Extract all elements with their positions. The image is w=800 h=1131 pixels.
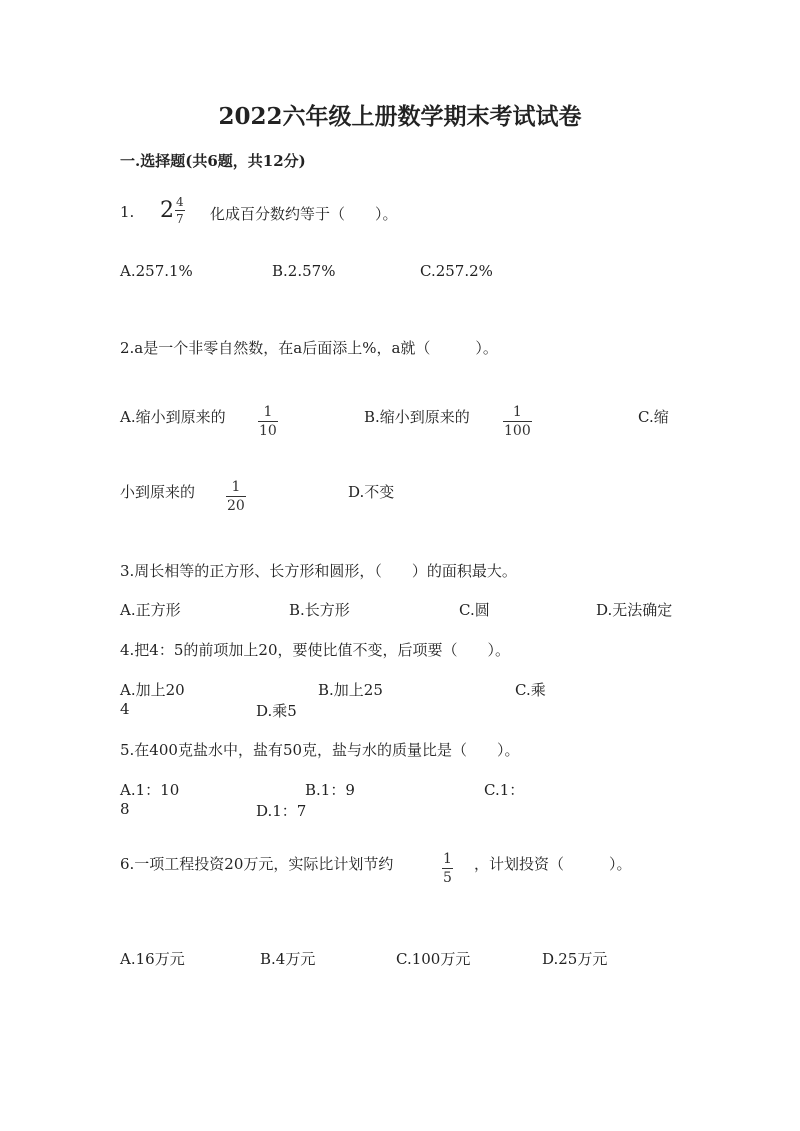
q5-option-c-end: 8: [120, 800, 130, 818]
q1-frac-num: 4: [176, 195, 184, 209]
q2-option-c-fraction: [226, 476, 246, 513]
q6-frac-den: 5: [443, 870, 452, 886]
q5-option-a: A.1：10: [120, 781, 180, 799]
q1-mixed-number: [160, 196, 185, 225]
q4-option-c-start: C.乘: [515, 681, 546, 699]
q2-b-frac-num: 1: [512, 404, 522, 420]
q3-text: 3.周长相等的正方形、长方形和圆形，（ ）的面积最大。: [120, 562, 517, 580]
q5-option-b: B.1：9: [305, 781, 355, 799]
q2-c-frac-den: 20: [227, 498, 245, 514]
q3-option-a: A.正方形: [120, 601, 181, 619]
q6-text-end: ，计划投资（ ）。: [474, 855, 632, 873]
q5-text: 5.在400克盐水中，盐有50克，盐与水的质量比是（ ）。: [120, 741, 520, 759]
q4-option-b: B.加上25: [318, 681, 383, 699]
q6-option-d: D.25万元: [542, 950, 608, 968]
q1-option-b: B.2.57%: [272, 262, 336, 280]
q4-option-c-end: 4: [120, 700, 130, 718]
q6-fraction: [442, 848, 453, 885]
q3-option-d: D.无法确定: [596, 601, 673, 619]
q2-b-frac-den: 100: [504, 423, 531, 439]
q6-frac-num: 1: [443, 851, 452, 867]
page-title: 2022六年级上册数学期末考试试卷: [218, 103, 582, 130]
q5-option-d: D.1：7: [256, 802, 307, 820]
q1-option-a: A.257.1%: [120, 262, 193, 280]
q3-option-b: B.长方形: [289, 601, 350, 619]
q2-option-a-fraction: [258, 401, 278, 438]
q4-text: 4.把4：5的前项加上20，要使比值不变，后项要（ ）。: [120, 641, 510, 659]
q2-option-c-start: C.缩: [638, 408, 669, 426]
q1-whole: 2: [160, 198, 174, 223]
q2-c-frac-num: 1: [231, 479, 241, 495]
q6-option-c: C.100万元: [396, 950, 471, 968]
q5-option-c-start: C.1：: [484, 781, 525, 799]
q6-option-b: B.4万元: [260, 950, 316, 968]
q6-text-start: 6.一项工程投资20万元，实际比计划节约: [120, 855, 394, 873]
q4-option-d: D.乘5: [256, 702, 297, 720]
q6-option-a: A.16万元: [120, 950, 185, 968]
q2-a-frac-den: 10: [259, 423, 277, 439]
q1-text: 化成百分数约等于（ ）。: [210, 205, 398, 223]
q1-frac-den: 7: [176, 212, 184, 226]
q2-option-d: D.不变: [348, 483, 395, 501]
q2-option-b-fraction: [503, 401, 532, 438]
q1-number: 1.: [120, 203, 135, 221]
q2-option-b: B.缩小到原来的: [364, 408, 470, 426]
q2-a-frac-num: 1: [263, 404, 273, 420]
q3-option-c: C.圆: [459, 601, 490, 619]
q1-option-c: C.257.2%: [420, 262, 493, 280]
q2-option-c-end: 小到原来的: [120, 483, 196, 501]
section-heading: 一.选择题(共6题，共12分): [120, 152, 306, 170]
q2-text: 2.a是一个非零自然数，在a后面添上%，a就（ ）。: [120, 339, 498, 357]
q2-option-a: A.缩小到原来的: [120, 408, 226, 426]
q4-option-a: A.加上20: [120, 681, 185, 699]
